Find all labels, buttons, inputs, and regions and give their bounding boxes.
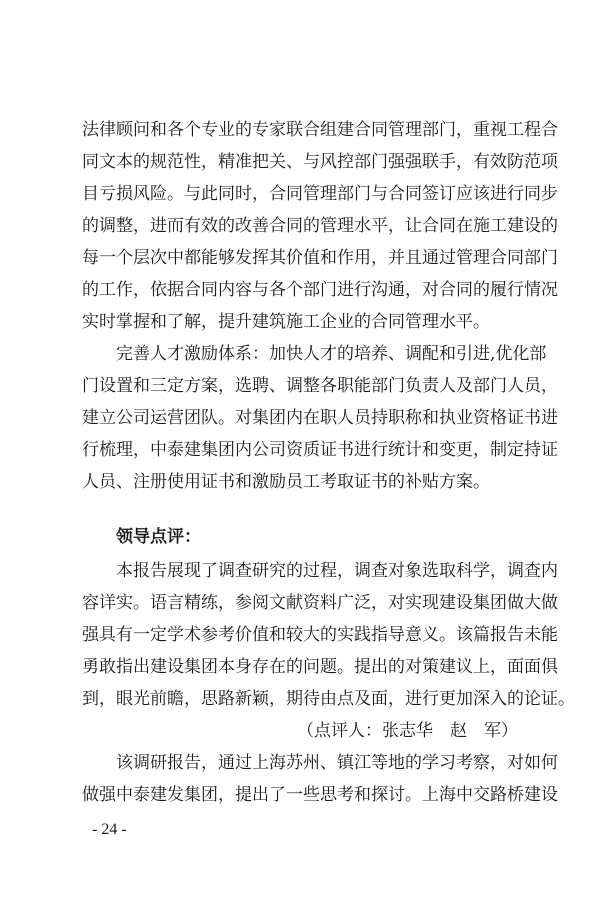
text-line: 人员、注册使用证书和激励员工考取证书的补贴方案。 bbox=[82, 472, 490, 492]
text-line: 强具有一定学术参考价值和较大的实践指导意义。该篇报告未能 bbox=[82, 625, 558, 645]
text-line: 目亏损风险。与此同时，合同管理部门与合同签订应该进行同步 bbox=[82, 184, 558, 204]
text-line: 每一个层次中都能够发挥其价值和作用，并且通过管理合同部门 bbox=[82, 248, 558, 268]
text-line: 的工作，依据合同内容与各个部门进行沟通，对合同的履行情况 bbox=[82, 280, 558, 300]
text-line: 本报告展现了调查研究的过程，调查对象选取科学，调查内 bbox=[116, 561, 558, 581]
text-line: 的调整，进而有效的改善合同的管理水平，让合同在施工建设的 bbox=[82, 216, 558, 236]
comment-signature: （点评人：张志华 赵 军） bbox=[297, 721, 518, 741]
text-line: 同文本的规范性，精准把关、与风控部门强强联手，有效防范项 bbox=[82, 152, 558, 172]
text-line: 法律顾问和各个专业的专家联合组建合同管理部门，重视工程合 bbox=[82, 120, 558, 140]
comment-heading: 领导点评： bbox=[116, 527, 201, 547]
text-line: 到，眼光前瞻，思路新颖，期待由点及面，进行更加深入的论证。 bbox=[82, 689, 575, 709]
text-line: 门设置和三定方案，选聘、调整各职能部门负责人及部门人员， bbox=[82, 376, 558, 396]
text-line: 勇敢指出建设集团本身存在的问题。提出的对策建议上，面面俱 bbox=[82, 657, 558, 677]
text-line: 建立公司运营团队。对集团内在职人员持职称和执业资格证书进 bbox=[82, 408, 558, 428]
text-line: 做强中泰建发集团，提出了一些思考和探讨。上海中交路桥建设 bbox=[82, 785, 558, 805]
text-line: 完善人才激励体系：加快人才的培养、调配和引进,优化部 bbox=[116, 344, 547, 364]
text-line: 该调研报告，通过上海苏州、镇江等地的学习考察，对如何 bbox=[116, 753, 558, 773]
text-line: 容详实。语言精练，参阅文献资料广泛，对实现建设集团做大做 bbox=[82, 593, 558, 613]
text-line: 实时掌握和了解，提升建筑施工企业的合同管理水平。 bbox=[82, 312, 490, 332]
text-line: 行梳理，中泰建集团内公司资质证书进行统计和变更，制定持证 bbox=[82, 440, 558, 460]
page-number: - 24 - bbox=[92, 821, 127, 838]
